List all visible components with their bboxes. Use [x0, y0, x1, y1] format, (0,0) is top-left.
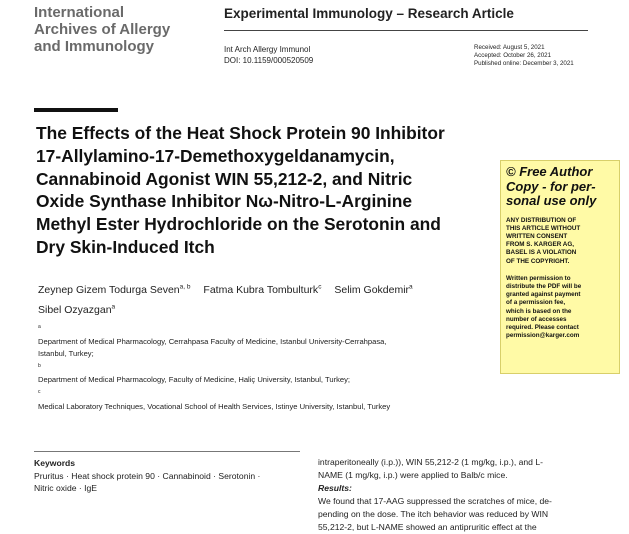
journal-name-line: and Immunology	[34, 38, 154, 55]
author-row	[38, 299, 468, 320]
copyright-main-line: Copy - for per-	[506, 178, 596, 194]
journal-name	[34, 4, 214, 55]
header-divider	[224, 30, 588, 31]
journal-name-line: Archives of Allergy	[34, 21, 171, 38]
author-row	[38, 278, 468, 299]
title-line: The Effects of the Heat Shock Protein 90 Inhibitor	[36, 123, 445, 143]
warning-line: FROM S. KARGER AG,	[506, 241, 574, 249]
permission-line: Written permission to	[506, 274, 571, 282]
permission-line: granted against payment	[506, 291, 581, 299]
author-list	[38, 278, 468, 319]
author-name: Zeynep Gizem Todurga Seven	[38, 283, 180, 296]
title-line: Methyl Ester Hydrochloride on the Serotonin and	[36, 214, 441, 235]
author[interactable]	[38, 284, 190, 296]
abstract-text: NAME (1 mg/kg, i.p.) were applied to Balb/c mice.	[318, 470, 508, 480]
keywords-line: Nitric oxide · IgE	[34, 483, 98, 494]
affiliations	[38, 321, 478, 413]
abstract-line	[318, 469, 618, 495]
affiliation-text: Department of Medical Pharmacology, Faculty of Medicine, Haliç University, Istanbul, Turkey;	[38, 375, 351, 385]
author-name: Fatma Kubra Tombulturk	[203, 283, 319, 296]
title-line: Oxide Synthase Inhibitor Nω-Nitro-L-Arginine	[36, 191, 413, 212]
copyright-main-line: sonal use only	[506, 193, 597, 208]
affiliation-line	[38, 348, 478, 387]
keywords-heading: Keywords	[34, 458, 76, 468]
warning-line: OF THE COPYRIGHT.	[506, 257, 570, 265]
abstract-excerpt	[318, 456, 618, 534]
warning-line: WRITTEN CONSENT	[506, 232, 568, 240]
title-line: Dry Skin-Induced Itch	[36, 236, 215, 257]
permission-line: required. Please contact	[506, 323, 579, 331]
keywords-section	[34, 457, 304, 495]
keywords-divider	[34, 451, 300, 452]
permission-line: of a permission fee,	[506, 299, 566, 307]
accepted-date: Accepted: October 26, 2021	[474, 52, 552, 59]
citation	[224, 44, 313, 66]
title-accent-bar	[34, 108, 118, 112]
permission-line: number of accesses	[506, 315, 567, 323]
author-affiliation-marker: a	[409, 283, 413, 290]
article-title	[36, 122, 496, 259]
distribution-warning	[506, 217, 614, 266]
author[interactable]	[334, 284, 412, 296]
affiliation-line	[38, 321, 478, 348]
author[interactable]	[38, 304, 115, 316]
author-affiliation-marker: a	[111, 303, 116, 311]
abstract-line: pending on the dose. The itch behavior was reduced by WIN	[318, 509, 549, 519]
affiliation-text: Istanbul, Turkey;	[38, 348, 94, 358]
title-line: Cannabinoid Agonist WIN 55,212-2, and Nitric	[36, 168, 413, 189]
permission-email-link[interactable]: permission@karger.com	[506, 332, 580, 340]
journal-name-line: International	[34, 4, 125, 21]
permission-line: which is based on the	[506, 307, 572, 315]
warning-line: THIS ARTICLE WITHOUT	[506, 224, 581, 232]
abstract-line: intraperitoneally (i.p.)), WIN 55,212-2 (1 mg/kg, i.p.), and L-	[318, 457, 543, 467]
author-affiliation-marker: c	[318, 283, 322, 290]
keywords-line: Pruritus · Heat shock protein 90 · Cannabinoid · Serotonin ·	[34, 470, 261, 481]
abstract-line: 55,212-2, but L-NAME showed an antipruritic effect at the	[318, 522, 537, 532]
journal-citation: Int Arch Allergy Immunol	[224, 45, 311, 54]
doi-link[interactable]: DOI: 10.1159/000520509	[224, 56, 314, 65]
section-title: Experimental Immunology – Research Article	[224, 6, 514, 21]
warning-line: ANY DISTRIBUTION OF	[506, 216, 577, 224]
permission-info	[506, 275, 614, 341]
article-dates	[474, 44, 574, 68]
abstract-line: We found that 17-AAG suppressed the scratches of mice, de-	[318, 496, 552, 506]
free-author-copy-label	[506, 165, 614, 209]
permission-line: distribute the PDF will be	[506, 282, 582, 290]
author-affiliation-marker: a, b	[179, 283, 191, 290]
author[interactable]	[203, 284, 321, 296]
author-name: Sibel Ozyazgan	[38, 304, 112, 316]
copyright-main-line: © Free Author	[506, 164, 593, 179]
affiliation-text: Department of Medical Pharmacology, Cerrahpasa Faculty of Medicine, Istanbul University-Cerrahpasa,	[38, 336, 387, 346]
results-label: Results:	[318, 483, 352, 493]
affiliation-marker: a	[38, 324, 41, 330]
warning-line: BASEL IS A VIOLATION	[506, 249, 577, 257]
affiliation-marker: b	[38, 362, 41, 369]
copyright-notice-box	[500, 160, 620, 374]
author-name: Selim Gokdemir	[334, 283, 410, 296]
affiliation-marker: c	[38, 389, 41, 396]
title-line: 17-Allylamino-17-Demethoxygeldanamycin,	[36, 145, 395, 166]
affiliation-line	[38, 386, 478, 413]
affiliation-text: Medical Laboratory Techniques, Vocational School of Health Services, Istinye University, Istanbul, Turkey	[38, 401, 391, 411]
published-date: Published online: December 3, 2021	[474, 60, 574, 67]
received-date: Received: August 5, 2021	[474, 44, 545, 51]
